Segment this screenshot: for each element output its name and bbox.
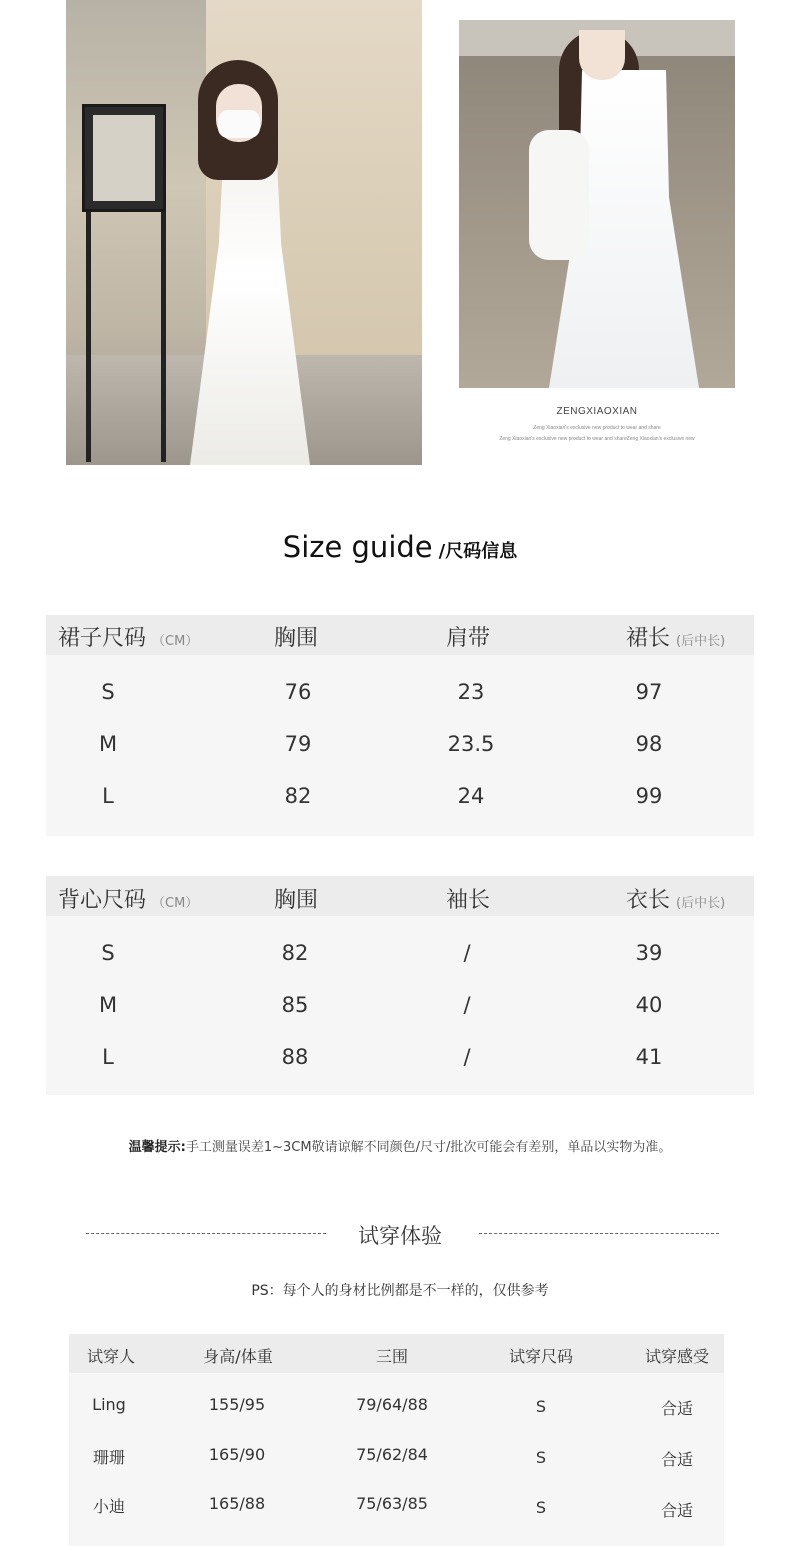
table-cell: 小迪 xyxy=(92,1497,125,1516)
header-height-weight: 身高/体重 xyxy=(203,1347,273,1366)
table-cell: 合适 xyxy=(660,1450,693,1469)
table-cell: S xyxy=(101,680,115,704)
table-cell: 23 xyxy=(457,680,485,704)
face-mask xyxy=(218,110,260,138)
table-cell: 88 xyxy=(281,1045,309,1069)
skirt-size-table xyxy=(46,615,754,836)
table-cell: S xyxy=(535,1448,547,1467)
table-cell: 23.5 xyxy=(447,732,495,756)
header-unit: （CM） xyxy=(152,634,199,649)
header-length xyxy=(626,621,725,652)
table-cell: 99 xyxy=(635,784,663,808)
note-label: 温馨提示: xyxy=(128,1140,186,1155)
display-stand xyxy=(86,212,166,462)
table-cell: 39 xyxy=(635,941,663,965)
divider-left xyxy=(86,1233,326,1234)
table-cell: 165/90 xyxy=(208,1445,266,1464)
header-length-label: 裙长 xyxy=(626,626,671,651)
try-on-title xyxy=(0,1220,800,1250)
header-bust: 胸围 xyxy=(274,888,319,913)
brand-name: ZENGXIAOXIAN xyxy=(556,406,638,417)
table-cell: 75/63/85 xyxy=(356,1494,428,1513)
table-cell: M xyxy=(98,732,118,756)
header-bust: 胸围 xyxy=(274,626,319,651)
header-size xyxy=(58,883,198,914)
table-cell: 82 xyxy=(284,784,312,808)
header-size-label: 裙子尺码 xyxy=(58,626,147,651)
header-size xyxy=(58,621,198,652)
header-person: 试穿人 xyxy=(86,1347,135,1366)
header-sleeve: 袖长 xyxy=(446,888,491,913)
table-cell: 85 xyxy=(281,993,309,1017)
table-cell: 珊珊 xyxy=(92,1448,125,1467)
header-strap: 肩带 xyxy=(446,626,491,651)
table-cell: 79/64/88 xyxy=(356,1395,428,1414)
header-size-label: 背心尺码 xyxy=(58,888,147,913)
brand-tagline-2: Zeng Xiaoxian's exclusive new product to wear and shareZeng Xiaoxian's exclusive new xyxy=(499,436,695,442)
header-length-unit: (后中长) xyxy=(676,634,726,649)
divider-right xyxy=(479,1233,719,1234)
table-cell: 165/88 xyxy=(208,1494,266,1513)
table-cell: Ling xyxy=(92,1395,126,1414)
table-cell: S xyxy=(535,1498,547,1517)
brand-tagline-1: Zeng Xiaoxian's exclusive new product to wear and share xyxy=(533,425,661,431)
table-cell: 75/62/84 xyxy=(356,1445,428,1464)
table-cell: / xyxy=(463,993,471,1017)
header-length-unit: (后中长) xyxy=(676,896,726,911)
table-cell: S xyxy=(535,1397,547,1416)
model-cardigan xyxy=(529,130,589,260)
vest-size-table xyxy=(46,876,754,1095)
table-cell: 155/95 xyxy=(208,1395,266,1414)
table-cell: 40 xyxy=(635,993,663,1017)
table-cell: / xyxy=(463,941,471,965)
model-face xyxy=(579,30,625,80)
header-measurements: 三围 xyxy=(375,1347,408,1366)
size-guide-title xyxy=(0,530,800,564)
table-cell: M xyxy=(98,993,118,1017)
header-unit: （CM） xyxy=(152,896,199,911)
size-guide-title-zh: /尺码信息 xyxy=(438,541,518,562)
table-cell: 97 xyxy=(635,680,663,704)
model-photo-right xyxy=(459,20,735,388)
display-board xyxy=(82,104,166,212)
table-cell: 76 xyxy=(284,680,312,704)
header-feeling: 试穿感受 xyxy=(644,1347,709,1366)
size-guide-title-en: Size guide xyxy=(282,530,433,564)
try-on-title-label: 试穿体验 xyxy=(358,1224,442,1248)
try-on-ps: PS：每个人的身材比例都是不一样的，仅供参考 xyxy=(251,1283,549,1299)
note-text: 手工测量误差1~3CM敬请谅解不同颜色/尺寸/批次可能会有差别，单品以实物为准。 xyxy=(185,1140,672,1155)
table-cell: L xyxy=(102,784,114,808)
model-photo-left xyxy=(66,0,422,465)
table-cell: 98 xyxy=(635,732,663,756)
table-cell: 24 xyxy=(457,784,485,808)
table-cell: L xyxy=(102,1045,114,1069)
header-try-size: 试穿尺码 xyxy=(508,1347,573,1366)
table-cell: / xyxy=(463,1045,471,1069)
try-on-table xyxy=(69,1334,724,1546)
measurement-note xyxy=(0,1136,800,1155)
table-cell: 合适 xyxy=(660,1501,693,1520)
table-cell: 82 xyxy=(281,941,309,965)
table-cell: 79 xyxy=(284,732,312,756)
header-length-label: 衣长 xyxy=(626,888,671,913)
header-length xyxy=(626,883,725,914)
table-cell: 合适 xyxy=(660,1399,693,1418)
table-cell: S xyxy=(101,941,115,965)
table-cell: 41 xyxy=(635,1045,663,1069)
